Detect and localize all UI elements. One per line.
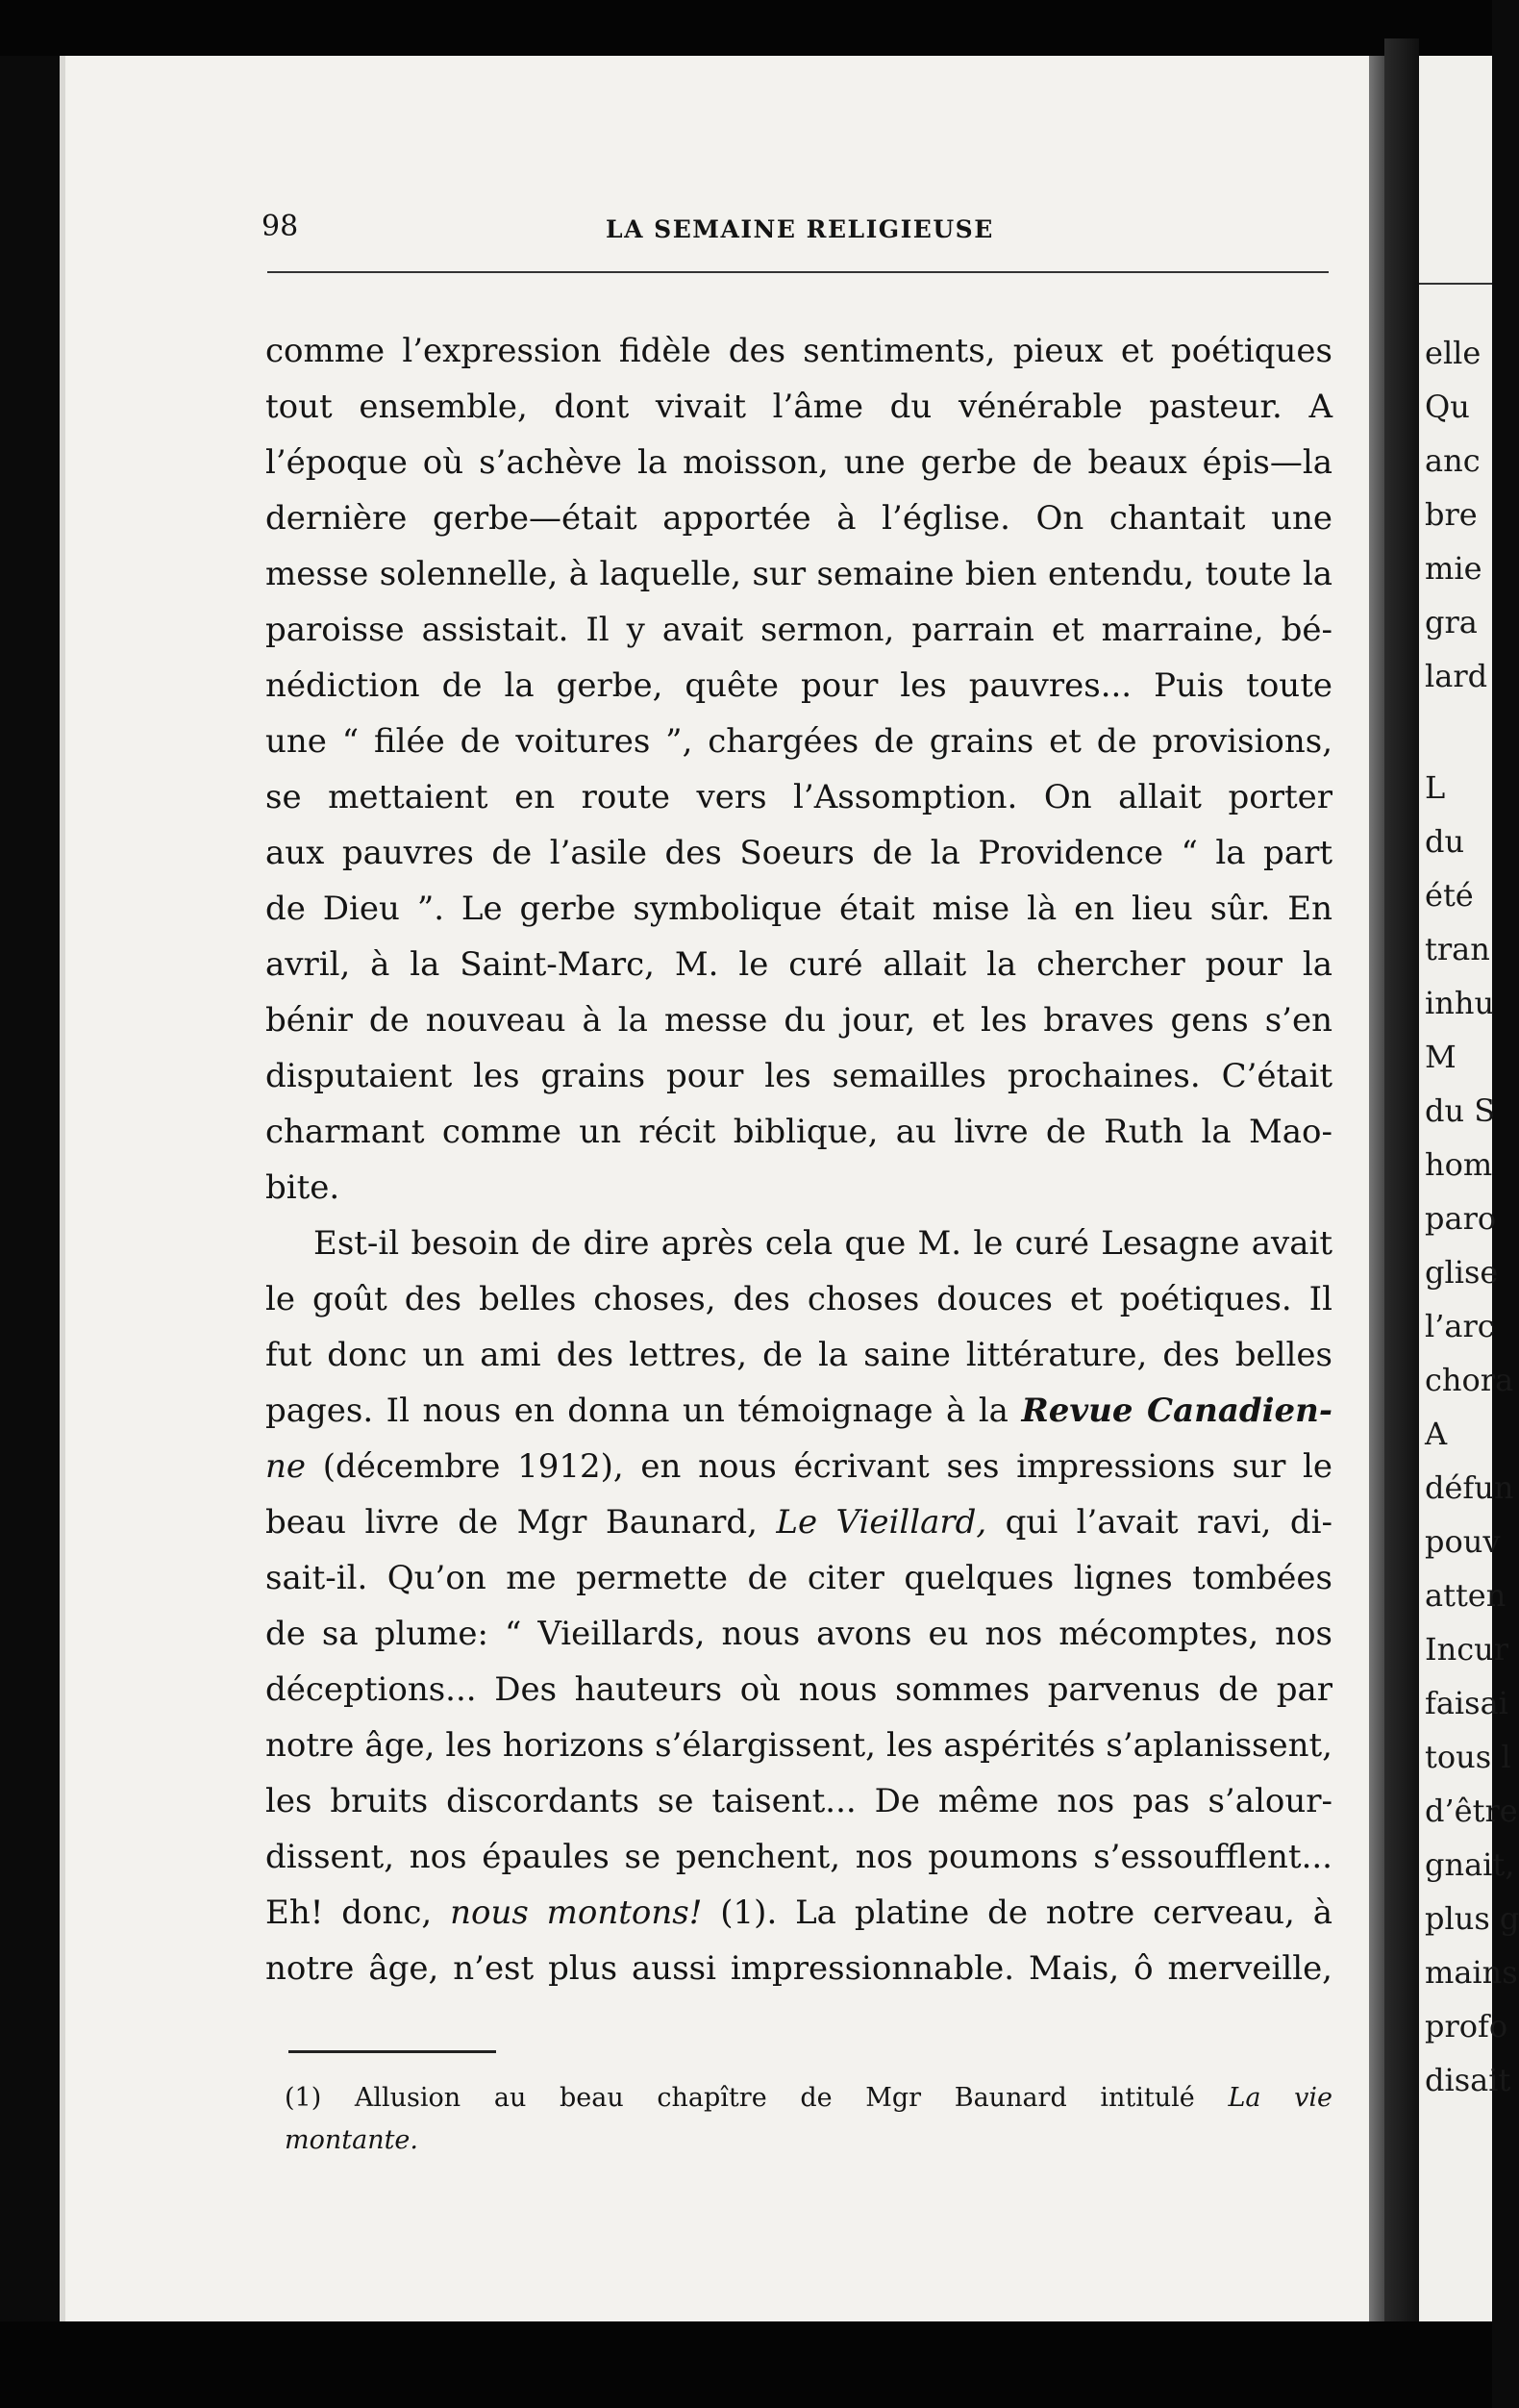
text-line: tout ensemble, dont vivait l’âme du vénérable pasteur. A bbox=[265, 388, 1332, 426]
text-line: une “ filée de voitures ”, chargées de grains et de provisions, bbox=[265, 722, 1332, 761]
text-line: paroisse assistait. Il y avait sermon, parrain et marraine, bé- bbox=[265, 611, 1332, 649]
text-line: notre âge, les horizons s’élargissent, les aspérités s’aplanissent, bbox=[265, 1726, 1332, 1765]
italic-phrase: nous montons! bbox=[450, 1894, 703, 1932]
scan-border-bottom bbox=[0, 2321, 1492, 2408]
text-line: les bruits discordants se taisent... De même nos pas s’alour- bbox=[265, 1782, 1332, 1820]
fragment-line: d’être bbox=[1425, 1793, 1518, 1829]
text-line: nédiction de la gerbe, quête pour les pauvres... Puis toute bbox=[265, 666, 1332, 705]
fragment-line: tous l bbox=[1425, 1739, 1511, 1775]
text-line: déceptions... Des hauteurs où nous sommes parvenus de par bbox=[265, 1670, 1332, 1709]
fragment-line: été bbox=[1425, 877, 1474, 914]
fragment-line: faisai bbox=[1425, 1685, 1508, 1721]
footnote-rule bbox=[288, 2050, 496, 2053]
fragment-line: glise bbox=[1425, 1254, 1499, 1291]
fragment-line: gnait, bbox=[1425, 1846, 1515, 1883]
fragment-line: chora bbox=[1425, 1362, 1514, 1398]
fragment-line: tran bbox=[1425, 931, 1490, 967]
footnote-text: (1) Allusion au beau chapître de Mgr Baunard intitulé bbox=[285, 2083, 1195, 2113]
text-line: disputaient les grains pour les semailles prochaines. C’était bbox=[265, 1057, 1332, 1095]
text-line: charmant comme un récit biblique, au livre de Ruth la Mao- bbox=[265, 1113, 1332, 1151]
fragment-line: elle bbox=[1425, 335, 1482, 371]
running-head bbox=[261, 210, 1329, 252]
footnote-italic: La vie bbox=[1228, 2083, 1332, 2113]
fragment-line: du S bbox=[1425, 1092, 1496, 1129]
fragment-line: l’arc bbox=[1425, 1308, 1495, 1344]
text-run: Eh! donc, bbox=[265, 1894, 433, 1932]
text-line: avril, à la Saint-Marc, M. le curé allait la chercher pour la bbox=[265, 945, 1332, 984]
italic-title: ne bbox=[265, 1447, 307, 1486]
fragment-line: profo bbox=[1425, 2008, 1508, 2044]
text-line: de Dieu ”. Le gerbe symbolique était mise là en lieu sûr. En bbox=[265, 890, 1332, 928]
footnote bbox=[285, 2077, 1332, 2162]
fragment-line: A bbox=[1425, 1416, 1448, 1452]
text-line: bite. bbox=[265, 1168, 340, 1207]
fragment-line: L bbox=[1425, 769, 1446, 806]
text-line bbox=[265, 1885, 1332, 1941]
footnote-line bbox=[285, 2077, 1332, 2120]
book-page-right-fragment bbox=[1419, 56, 1519, 2321]
fragment-line: gra bbox=[1425, 604, 1478, 640]
text-line bbox=[265, 1439, 1332, 1494]
text-line: fut donc un ami des lettres, de la saine littérature, des belles bbox=[265, 1336, 1332, 1374]
text-line: le goût des belles choses, des choses douces et poétiques. Il bbox=[265, 1280, 1332, 1318]
fragment-line: Qu bbox=[1425, 389, 1470, 425]
text-run: beau livre de Mgr Baunard, bbox=[265, 1503, 758, 1542]
fragment-line: pouv bbox=[1425, 1523, 1501, 1560]
fragment-line: atten bbox=[1425, 1577, 1507, 1614]
text-line: notre âge, n’est plus aussi impressionnable. Mais, ô merveille, bbox=[265, 1949, 1332, 1988]
fragment-line: défun bbox=[1425, 1469, 1514, 1506]
italic-title: Le Vieillard, bbox=[776, 1503, 987, 1542]
fragment-line: lard bbox=[1425, 658, 1488, 694]
text-line: aux pauvres de l’asile des Soeurs de la Providence “ la part bbox=[265, 834, 1332, 872]
header-rule bbox=[267, 271, 1329, 273]
text-run: qui l’avait ravi, di- bbox=[1005, 1503, 1333, 1542]
italic-title: Revue Canadien- bbox=[1021, 1392, 1333, 1430]
fragment-line: M bbox=[1425, 1039, 1457, 1075]
header-rule-right bbox=[1419, 283, 1492, 285]
text-line: messe solennelle, à laquelle, sur semaine bien entendu, toute la bbox=[265, 555, 1332, 593]
running-head-title: LA SEMAINE RELIGIEUSE bbox=[606, 215, 994, 243]
text-line: Est-il besoin de dire après cela que M. le curé Lesagne avait bbox=[313, 1224, 1332, 1263]
scan-border-top bbox=[0, 0, 1492, 56]
text-line bbox=[265, 1494, 1332, 1550]
page-number: 98 bbox=[261, 210, 299, 243]
text-line: l’époque où s’achève la moisson, une gerbe de beaux épis—la bbox=[265, 443, 1332, 482]
text-line: dernière gerbe—était apportée à l’église. On chantait une bbox=[265, 499, 1332, 538]
fragment-line: mains bbox=[1425, 1954, 1518, 1991]
text-line: bénir de nouveau à la messe du jour, et les braves gens s’en bbox=[265, 1001, 1332, 1040]
text-run: pages. Il nous en donna un témoignage à la bbox=[265, 1392, 1009, 1430]
text-line: de sa plume: “ Vieillards, nous avons eu nos mécomptes, nos bbox=[265, 1615, 1332, 1653]
fragment-line: plus g bbox=[1425, 1900, 1519, 1937]
fragment-line: mie bbox=[1425, 550, 1482, 587]
text-line bbox=[265, 1383, 1332, 1439]
footnote-line bbox=[285, 2120, 1332, 2162]
fragment-line: du bbox=[1425, 823, 1465, 860]
fragment-line: inhu bbox=[1425, 985, 1495, 1021]
fragment-line: paro bbox=[1425, 1200, 1497, 1237]
text-line: dissent, nos épaules se penchent, nos poumons s’essoufflent... bbox=[265, 1838, 1332, 1876]
text-line: sait-il. Qu’on me permette de citer quelques lignes tombées bbox=[265, 1559, 1332, 1597]
text-line: comme l’expression fidèle des sentiments, pieux et poétiques bbox=[265, 332, 1332, 370]
book-spine-edge bbox=[1384, 38, 1419, 2366]
text-run: (1). La platine de notre cerveau, à bbox=[720, 1894, 1332, 1932]
body-text bbox=[265, 323, 1332, 1996]
footnote-italic: montante. bbox=[285, 2125, 418, 2155]
fragment-line: hom bbox=[1425, 1146, 1493, 1183]
text-line: se mettaient en route vers l’Assomption. On allait porter bbox=[265, 778, 1332, 816]
fragment-line: Incur bbox=[1425, 1631, 1509, 1668]
text-run: (décembre 1912), en nous écrivant ses impressions sur le bbox=[322, 1447, 1332, 1486]
fragment-line: disait bbox=[1425, 2062, 1511, 2098]
fragment-line: bre bbox=[1425, 496, 1478, 533]
fragment-line: anc bbox=[1425, 442, 1481, 479]
